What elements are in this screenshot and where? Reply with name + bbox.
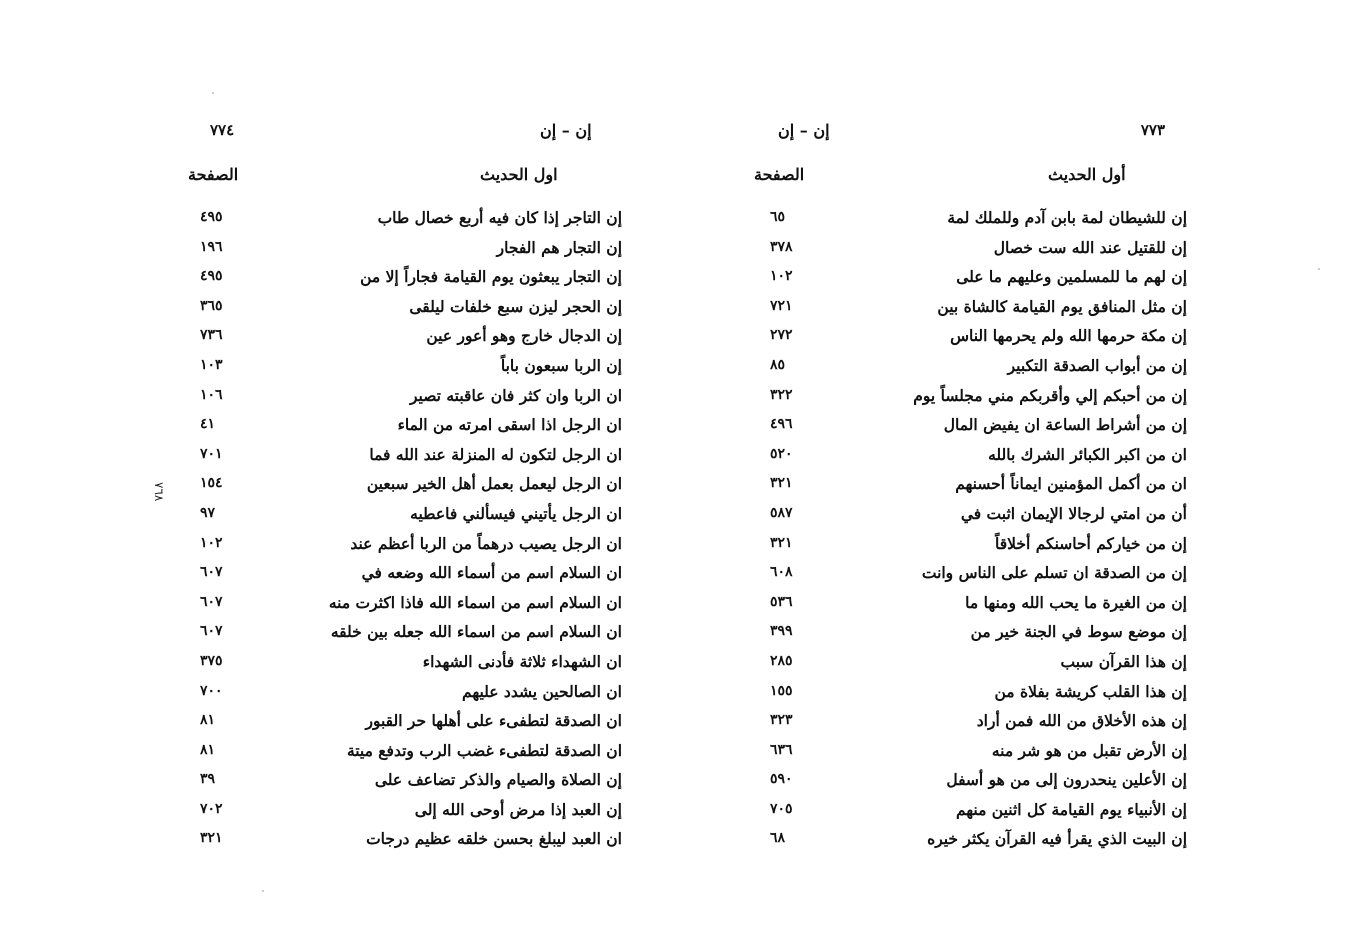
right-page [730, 0, 1205, 944]
index-entry [730, 588, 1205, 618]
index-entry [730, 381, 1205, 411]
index-entry [730, 677, 1205, 707]
hadith-opening: إن الأنبياء يوم القيامة كل اثنين منهم [955, 799, 1187, 819]
left-page-number: ٧٧٤ [210, 121, 235, 139]
page-reference: ٦٠٧ [200, 623, 223, 640]
page-reference: ٦٥ [770, 209, 786, 225]
index-entry [730, 647, 1205, 677]
right-page-number: ٧٧٣ [1140, 121, 1165, 139]
page-reference: ٤٩٥ [200, 209, 223, 225]
index-entry [730, 321, 1205, 351]
hadith-opening: إن للقتيل عند الله ست خصال [993, 237, 1187, 257]
hadith-opening: إن من أشراط الساعة ان يفيض المال [943, 415, 1187, 435]
index-entry [170, 706, 640, 736]
page-reference: ٣٢١ [200, 830, 223, 847]
hadith-opening: أن من امتي لرجالا الإيمان اثبت في [960, 503, 1187, 523]
hadith-opening: إن مثل المنافق يوم القيامة كالشاة بين [937, 296, 1187, 316]
page-reference: ٧٢١ [770, 297, 793, 314]
index-entry [730, 558, 1205, 588]
hadith-opening: إن من الغيرة ما يحب الله ومنها ما [965, 592, 1187, 612]
index-entry [170, 677, 640, 707]
hadith-opening: إن التجار هم الفجار [496, 237, 622, 257]
page-reference: ٣٢٢ [770, 386, 793, 403]
index-entry [170, 440, 640, 470]
page-reference: ٨١ [200, 741, 216, 758]
index-entry [730, 440, 1205, 470]
scan-speck [262, 890, 264, 892]
page-reference: ٦٨ [770, 830, 786, 847]
index-entry [170, 292, 640, 322]
hadith-opening: ان الرجل يصيب درهماً من الربا أعظم عند [350, 533, 622, 553]
page-reference: ٥٨٧ [770, 504, 793, 521]
hadith-opening: إن من أحبكم إلي وأقربكم مني مجلساً يوم [913, 385, 1187, 405]
index-entry [170, 351, 640, 381]
index-entry [730, 351, 1205, 381]
index-entry [170, 647, 640, 677]
hadith-opening: إن للشيطان لمة بابن آدم وللملك لمة [947, 208, 1187, 227]
page-reference: ٦٠٧ [200, 593, 223, 610]
hadith-opening: ان الرجل يأتيني فيسألني فاعطيه [410, 503, 622, 523]
page-reference: ٣٢١ [770, 475, 793, 492]
hadith-opening: إن من خياركم أحاسنكم أخلاقاً [995, 533, 1187, 553]
hadith-opening: ان الرجل اذا اسقى امرته من الماء [397, 415, 622, 435]
side-mark: ٧٦٨ [152, 482, 166, 502]
hadith-opening: إن هذه الأخلاق من الله فمن أراد [976, 711, 1187, 731]
page-reference: ٧٠٥ [770, 800, 793, 817]
right-entries-list [730, 203, 1205, 854]
page-reference: ١٩٦ [200, 238, 223, 255]
index-entry [730, 499, 1205, 529]
right-column-header-page: الصفحة [754, 165, 805, 184]
page-reference: ٩٧ [200, 504, 216, 521]
right-column-header-hadith: أول الحديث [1048, 165, 1126, 184]
hadith-opening: ان من أكمل المؤمنين ايماناً أحسنهم [955, 474, 1187, 494]
hadith-opening: إن لهم ما للمسلمين وعليهم ما على [956, 267, 1187, 287]
page-reference: ١٥٥ [770, 682, 793, 699]
hadith-opening: ان من اكبر الكبائر الشرك بالله [988, 444, 1187, 464]
page-reference: ٣٩٩ [770, 623, 793, 640]
index-entry [170, 381, 640, 411]
hadith-opening: ان الصدقة لتطفىء غضب الرب وتدفع ميتة [346, 740, 622, 760]
index-entry [170, 499, 640, 529]
page-reference: ٤١ [200, 416, 216, 433]
index-entry [170, 736, 640, 766]
hadith-opening: ان الرجل لتكون له المنزلة عند الله فما [369, 444, 622, 464]
page-reference: ١٥٤ [200, 475, 223, 492]
hadith-opening: ان الصالحين يشدد عليهم [462, 681, 622, 701]
index-entry [730, 410, 1205, 440]
page-reference: ٣٧٨ [770, 238, 793, 255]
index-entry [170, 617, 640, 647]
scan-speck [212, 92, 214, 94]
page-reference: ١٠٣ [200, 356, 223, 373]
page-reference: ٥٩٠ [770, 771, 793, 788]
hadith-opening: ان السلام اسم من اسماء الله فاذا اكثرت منه [328, 592, 622, 612]
hadith-opening: إن هذا القرآن سبب [1060, 651, 1187, 671]
left-column-header-hadith: اول الحديث [480, 165, 558, 184]
index-entry [730, 233, 1205, 263]
hadith-opening: إن الصلاة والصيام والذكر تضاعف على [374, 770, 622, 790]
hadith-opening: إن الأعلين ينحدرون إلى من هو أسفل [946, 770, 1187, 790]
left-entries-list [170, 203, 640, 854]
page-reference: ٨٥ [770, 356, 786, 373]
page-reference: ١٠٦ [200, 386, 223, 403]
index-entry [730, 795, 1205, 825]
index-entry [730, 469, 1205, 499]
page-reference: ٢٧٢ [770, 327, 793, 344]
page-reference: ٦٣٦ [770, 741, 793, 758]
page-reference: ٣٢٣ [770, 712, 793, 729]
left-running-header: إن – إن [540, 121, 592, 140]
right-running-header: إن – إن [778, 121, 830, 140]
hadith-opening: إن العبد إذا مرض أوحى الله إلى [414, 799, 622, 819]
hadith-opening: ان الربا وان كثر فان عاقبته تصير [409, 385, 622, 405]
index-entry [170, 824, 640, 854]
hadith-opening: إن مكة حرمها الله ولم يحرمها الناس [950, 326, 1187, 346]
index-entry [170, 203, 640, 233]
index-entry [730, 736, 1205, 766]
hadith-opening: إن من أبواب الصدقة التكبير [1007, 355, 1187, 375]
index-entry [730, 706, 1205, 736]
index-entry [170, 410, 640, 440]
page-reference: ٥٣٦ [770, 593, 793, 610]
page-reference: ٦٠٨ [770, 564, 793, 581]
page-reference: ٨١ [200, 712, 216, 729]
index-entry [730, 824, 1205, 854]
index-entry [730, 292, 1205, 322]
page-reference: ٣٦٥ [200, 297, 223, 314]
page-reference: ٣٧٥ [200, 652, 223, 669]
left-page [170, 0, 640, 944]
page-reference: ١٠٢ [770, 268, 793, 285]
page-reference: ٧٠١ [200, 445, 223, 462]
hadith-opening: ان الرجل ليعمل بعمل أهل الخير سبعين [366, 474, 622, 494]
hadith-opening: إن الربا سبعون باباً [500, 355, 622, 375]
hadith-opening: ان السلام اسم من أسماء الله وضعه في [361, 563, 622, 583]
hadith-opening: إن الدجال خارج وهو أعور عين [426, 326, 622, 346]
page-reference: ٣٩ [200, 771, 216, 788]
hadith-opening: إن التجار يبعثون يوم القيامة فجاراً إلا من [360, 267, 622, 287]
page-reference: ٣٢١ [770, 534, 793, 551]
hadith-opening: إن البيت الذي يقرأ فيه القرآن يكثر خيره [927, 829, 1187, 849]
hadith-opening: ان العبد ليبلغ بحسن خلقه عظيم درجات [366, 829, 622, 849]
hadith-opening: إن موضع سوط في الجنة خير من [970, 622, 1187, 642]
index-entry [730, 529, 1205, 559]
page-reference: ١٠٢ [200, 534, 223, 551]
hadith-opening: ان الشهداء ثلاثة فأدنى الشهداء [422, 651, 622, 671]
page-reference: ٧٠٠ [200, 682, 223, 699]
index-entry [170, 469, 640, 499]
left-column-header-page: الصفحة [188, 165, 239, 184]
index-entry [170, 588, 640, 618]
page-reference: ٥٢٠ [770, 445, 793, 462]
page-reference: ٤٩٦ [770, 416, 793, 433]
index-entry [170, 558, 640, 588]
hadith-opening: إن التاجر إذا كان فيه أربع خصال طاب [377, 208, 622, 227]
page-reference: ٦٠٧ [200, 564, 223, 581]
index-entry [170, 233, 640, 263]
scan-speck [1318, 268, 1320, 270]
hadith-opening: إن الأرض تقبل من هو شر منه [991, 740, 1187, 760]
hadith-opening: إن هذا القلب كريشة بفلاة من [994, 681, 1187, 701]
hadith-opening: إن الحجر ليزن سبع خلفات ليلقى [409, 296, 622, 316]
index-entry [170, 262, 640, 292]
index-entry [730, 765, 1205, 795]
page-reference: ٤٩٥ [200, 268, 223, 285]
index-entry [730, 617, 1205, 647]
index-entry [730, 262, 1205, 292]
page-reference: ٧٣٦ [200, 327, 223, 344]
index-entry [730, 203, 1205, 233]
hadith-opening: إن من الصدقة ان تسلم على الناس وانت [921, 563, 1187, 583]
page-reference: ٧٠٢ [200, 800, 223, 817]
hadith-opening: ان السلام اسم من اسماء الله جعله بين خلقه [330, 622, 622, 642]
index-entry [170, 529, 640, 559]
index-entry [170, 321, 640, 351]
index-entry [170, 795, 640, 825]
page-reference: ٢٨٥ [770, 652, 793, 669]
hadith-opening: ان الصدقة لتطفىء على أهلها حر القبور [365, 711, 622, 731]
index-entry [170, 765, 640, 795]
